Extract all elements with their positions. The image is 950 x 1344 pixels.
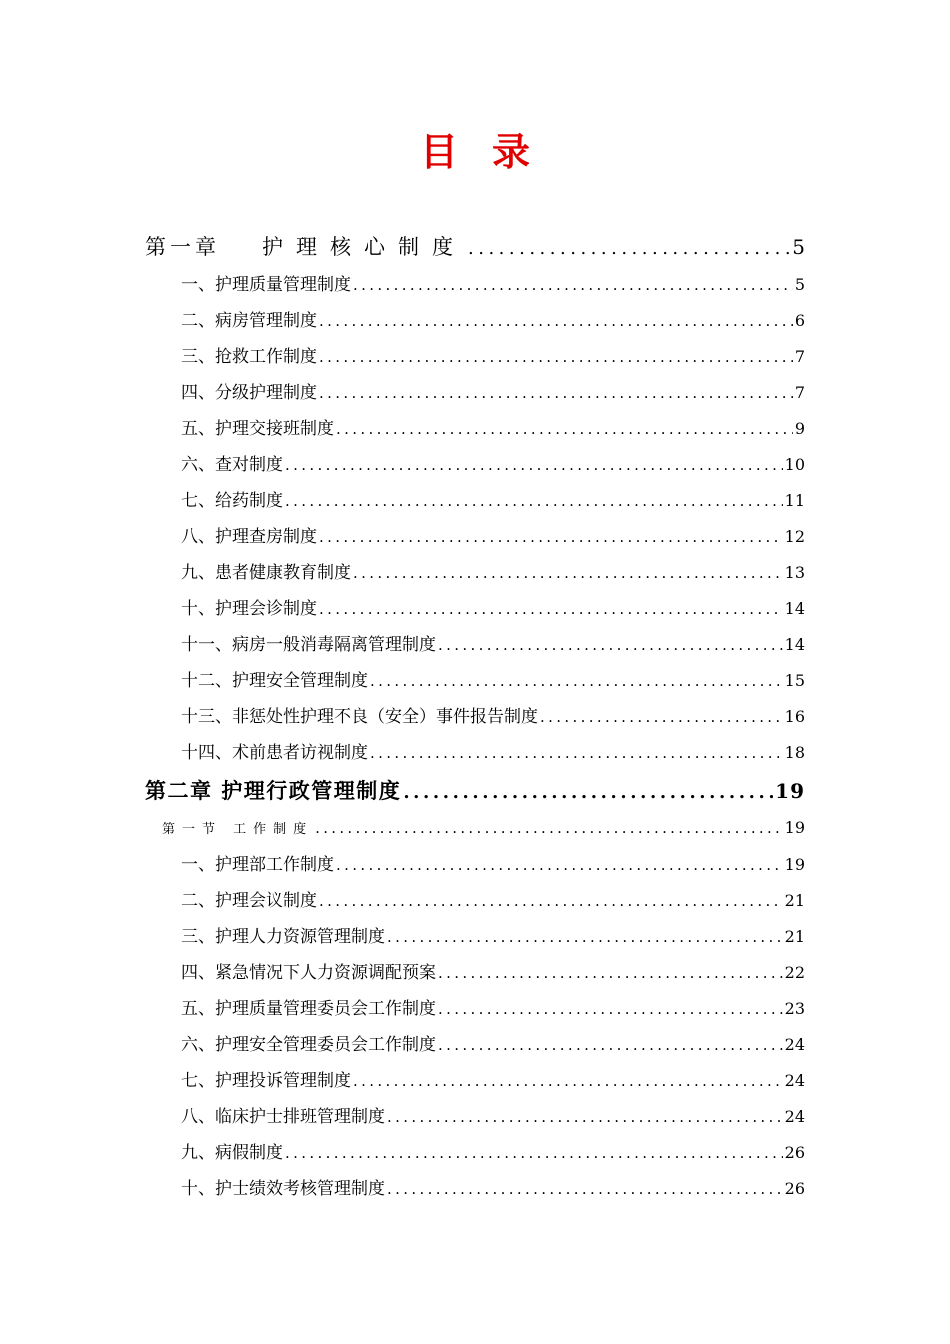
toc-item-page: 26 — [784, 1179, 805, 1198]
toc-item-page: 13 — [784, 563, 805, 582]
dot-leader — [438, 1032, 783, 1058]
toc-item-page: 21 — [784, 891, 805, 910]
dot-leader — [336, 416, 793, 442]
toc-item-label: 三、护理人力资源管理制度 — [181, 927, 385, 947]
toc-item[interactable] — [181, 272, 805, 298]
toc-item[interactable] — [181, 888, 805, 914]
toc-item-label: 四、紧急情况下人力资源调配预案 — [181, 963, 436, 983]
toc-item[interactable] — [181, 632, 805, 658]
dot-leader — [319, 344, 793, 370]
toc-item[interactable] — [181, 596, 805, 622]
toc-item-page: 23 — [784, 999, 805, 1018]
toc-item-label: 十一、病房一般消毒隔离管理制度 — [181, 635, 436, 655]
dot-leader — [403, 778, 773, 808]
toc-item[interactable] — [181, 1104, 805, 1130]
toc-item-label: 五、护理质量管理委员会工作制度 — [181, 999, 436, 1019]
toc-item-page: 26 — [784, 1143, 805, 1162]
toc-item[interactable] — [181, 852, 805, 878]
toc-item[interactable] — [181, 344, 805, 370]
toc-item[interactable] — [181, 488, 805, 514]
dot-leader — [285, 488, 783, 514]
toc-item[interactable] — [181, 560, 805, 586]
toc-item[interactable] — [181, 960, 805, 986]
toc-item-page: 24 — [784, 1035, 805, 1054]
chapter-1-number: 第一章 — [145, 235, 220, 259]
toc-item-label: 三、抢救工作制度 — [181, 347, 317, 367]
toc-item-page: 7 — [794, 383, 805, 402]
chapter-2-label: 第二章 护理行政管理制度 — [145, 779, 402, 803]
chapter-2-page: 19 — [775, 779, 805, 803]
chapter-1-page: 5 — [792, 235, 805, 259]
toc-item-label: 九、病假制度 — [181, 1143, 283, 1163]
toc-item[interactable] — [181, 1176, 805, 1202]
dot-leader — [353, 1068, 783, 1094]
toc-item[interactable] — [181, 524, 805, 550]
toc-item-page: 7 — [794, 347, 805, 366]
dot-leader — [336, 852, 783, 878]
dot-leader — [370, 740, 783, 766]
toc-item-page: 24 — [784, 1107, 805, 1126]
dot-leader — [319, 308, 793, 334]
toc-item[interactable] — [181, 1032, 805, 1058]
toc-item-page: 12 — [784, 527, 805, 546]
dot-leader — [285, 452, 783, 478]
chapter-1-label — [145, 232, 466, 262]
toc-item[interactable] — [181, 1068, 805, 1094]
toc-item-label: 七、护理投诉管理制度 — [181, 1071, 351, 1091]
toc-item-page: 10 — [784, 455, 805, 474]
dot-leader — [315, 817, 783, 839]
dot-leader — [319, 888, 783, 914]
dot-leader — [438, 632, 783, 658]
dot-leader — [353, 272, 793, 298]
toc-item-page: 15 — [784, 671, 805, 690]
toc-item[interactable] — [181, 308, 805, 334]
toc-item-label: 十、护理会诊制度 — [181, 599, 317, 619]
toc-item-label: 八、护理查房制度 — [181, 527, 317, 547]
toc-item-label: 二、护理会议制度 — [181, 891, 317, 911]
dot-leader — [387, 1104, 783, 1130]
page-title: 目录 — [419, 130, 564, 174]
toc-item[interactable] — [181, 740, 805, 766]
toc-item[interactable] — [181, 1140, 805, 1166]
dot-leader — [438, 996, 783, 1022]
toc-item[interactable] — [181, 924, 805, 950]
toc-item[interactable] — [181, 380, 805, 406]
dot-leader — [387, 924, 783, 950]
toc-item-label: 七、给药制度 — [181, 491, 283, 511]
toc-item-label: 九、患者健康教育制度 — [181, 563, 351, 583]
toc-item-label: 十四、术前患者访视制度 — [181, 743, 368, 763]
toc-item-page: 9 — [794, 419, 805, 438]
toc-item-page: 22 — [784, 963, 805, 982]
toc-section-1[interactable] — [162, 817, 805, 841]
toc-item-label: 一、护理质量管理制度 — [181, 275, 351, 295]
toc-item-label: 十、护士绩效考核管理制度 — [181, 1179, 385, 1199]
chapter-1-title: 护理核心制度 — [262, 235, 466, 259]
toc-item-page: 14 — [784, 635, 805, 654]
section-1-label: 第一节 工作制度 — [162, 822, 314, 837]
toc-item-page: 16 — [784, 707, 805, 726]
section-1-page: 19 — [784, 818, 805, 837]
toc-item-page: 5 — [794, 275, 805, 294]
toc-chapter-2[interactable] — [145, 776, 805, 808]
toc-item-label: 八、临床护士排班管理制度 — [181, 1107, 385, 1127]
toc-item-label: 六、护理安全管理委员会工作制度 — [181, 1035, 436, 1055]
dot-leader — [468, 234, 790, 264]
dot-leader — [319, 524, 783, 550]
dot-leader — [540, 704, 783, 730]
dot-leader — [370, 668, 783, 694]
toc-item[interactable] — [181, 996, 805, 1022]
toc-item-page: 24 — [784, 1071, 805, 1090]
toc-item-page: 18 — [784, 743, 805, 762]
toc-item-page: 19 — [784, 855, 805, 874]
toc-item-label: 四、分级护理制度 — [181, 383, 317, 403]
dot-leader — [438, 960, 783, 986]
toc-chapter-1[interactable] — [145, 232, 805, 264]
toc-item-label: 一、护理部工作制度 — [181, 855, 334, 875]
dot-leader — [387, 1176, 783, 1202]
toc-item-label: 二、病房管理制度 — [181, 311, 317, 331]
toc-item[interactable] — [181, 668, 805, 694]
toc-item[interactable] — [181, 704, 805, 730]
toc-item-page: 11 — [784, 491, 805, 510]
toc-item-page: 6 — [794, 311, 805, 330]
toc-item-page: 21 — [784, 927, 805, 946]
toc-item-label: 五、护理交接班制度 — [181, 419, 334, 439]
toc-item[interactable] — [181, 452, 805, 478]
toc-item-label: 十三、非惩处性护理不良（安全）事件报告制度 — [181, 707, 538, 727]
toc-item-label: 十二、护理安全管理制度 — [181, 671, 368, 691]
dot-leader — [319, 596, 783, 622]
dot-leader — [319, 380, 793, 406]
dot-leader — [285, 1140, 783, 1166]
toc-item-page: 14 — [784, 599, 805, 618]
toc-item-label: 六、查对制度 — [181, 455, 283, 475]
toc-item[interactable] — [181, 416, 805, 442]
dot-leader — [353, 560, 783, 586]
